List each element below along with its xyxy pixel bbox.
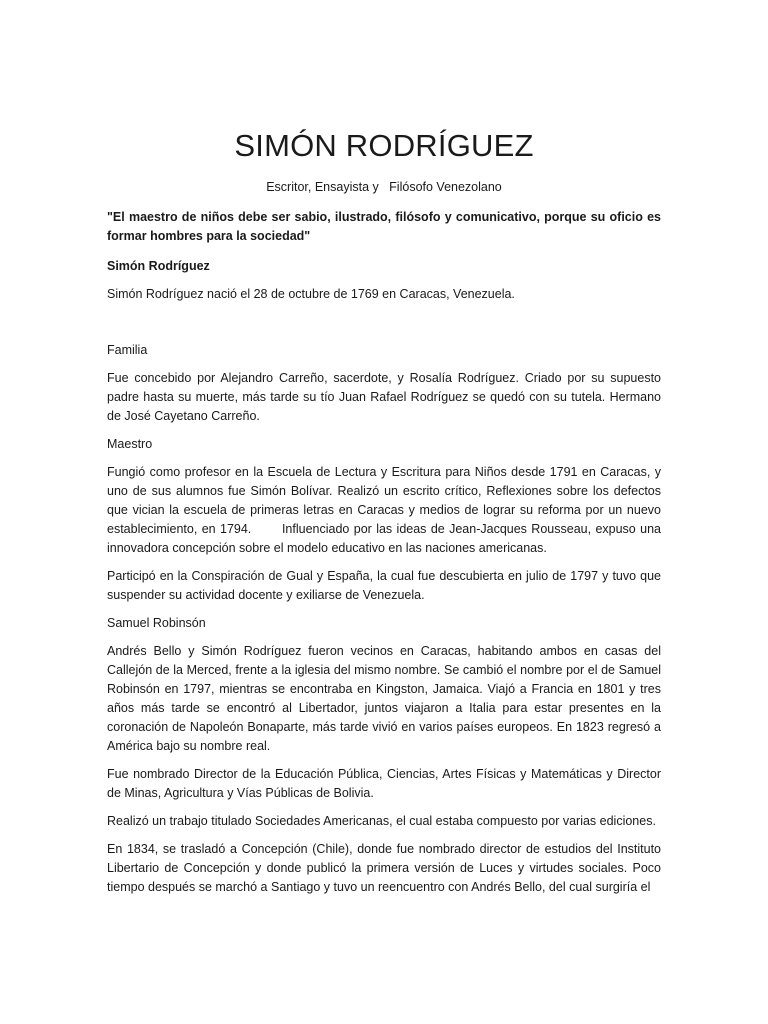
section-heading-maestro: Maestro [107,437,153,451]
section-heading-robinson: Samuel Robinsón [107,616,206,630]
document-subtitle: Escritor, Ensayista y Filósofo Venezolano [266,180,502,194]
blank-line [107,304,661,332]
birth-paragraph: Simón Rodríguez nació el 28 de octubre de 1769 en Caracas, Venezuela. [107,287,515,301]
quote-author: Simón Rodríguez [107,259,210,273]
robinson-paragraph: Realizó un trabajo titulado Sociedades Americanas, el cual estaba compuesto por varias ediciones. [107,814,656,828]
robinson-paragraph: En 1834, se trasladó a Concepción (Chile), donde fue nombrado director de estudios del Instituto Libertario de Concepción y donde publicó la primera versión de Luces y virtudes sociales. Poco tiempo después se marchó a Santiago y tuvo un reencuentro con Andrés Bello, del cual surgiría el [107,842,661,894]
robinson-paragraph: Fue nombrado Director de la Educación Pública, Ciencias, Artes Físicas y Matemáticas y Director de Minas, Agricultura y Vías Públicas de Bolivia. [107,767,661,800]
familia-paragraph: Fue concebido por Alejandro Carreño, sacerdote, y Rosalía Rodríguez. Criado por su supuesto padre hasta su muerte, más tarde su tío Juan Rafael Rodríguez se quedó con su tutela. Hermano de José Cayetano Carreño. [107,371,661,423]
maestro-paragraph: Fungió como profesor en la Escuela de Lectura y Escritura para Niños desde 1791 en Caracas, y uno de sus alumnos fue Simón Bolívar. Realizó un escrito crítico, Reflexiones sobre los defectos que vician la escuela de primeras letras en Caracas y medios de lograr su reforma por un nuevo establecimiento, en 1794. Influenciado por las ideas de Jean-Jacques Rousseau, expuso una innovadora concepción sobre el modelo educativo en las naciones americanas. [107,465,665,555]
document-title: SIMÓN RODRÍGUEZ [234,128,534,163]
robinson-paragraph: Andrés Bello y Simón Rodríguez fueron vecinos en Caracas, habitando ambos en casas del Callejón de la Merced, frente a la iglesia del mismo nombre. Se cambió el nombre por el de Samuel Robinsón en 1797, mientras se encontraba en Kingston, Jamaica. Viajó a Francia en 1801 y tres años más tarde se encontró al Libertador, juntos viajaron a Italia para estar presentes en la coronación de Napoleón Bonaparte, más tarde vivió en varios países europeos. En 1823 regresó a América bajo su nombre real. [107,644,661,753]
epigraph-quote: "El maestro de niños debe ser sabio, ilustrado, filósofo y comunicativo, porque su oficio es formar hombres para la sociedad" [107,210,661,243]
maestro-paragraph: Participó en la Conspiración de Gual y España, la cual fue descubierta en julio de 1797 y tuvo que suspender su actividad docente y exiliarse de Venezuela. [107,569,661,602]
section-heading-familia: Familia [107,343,148,357]
